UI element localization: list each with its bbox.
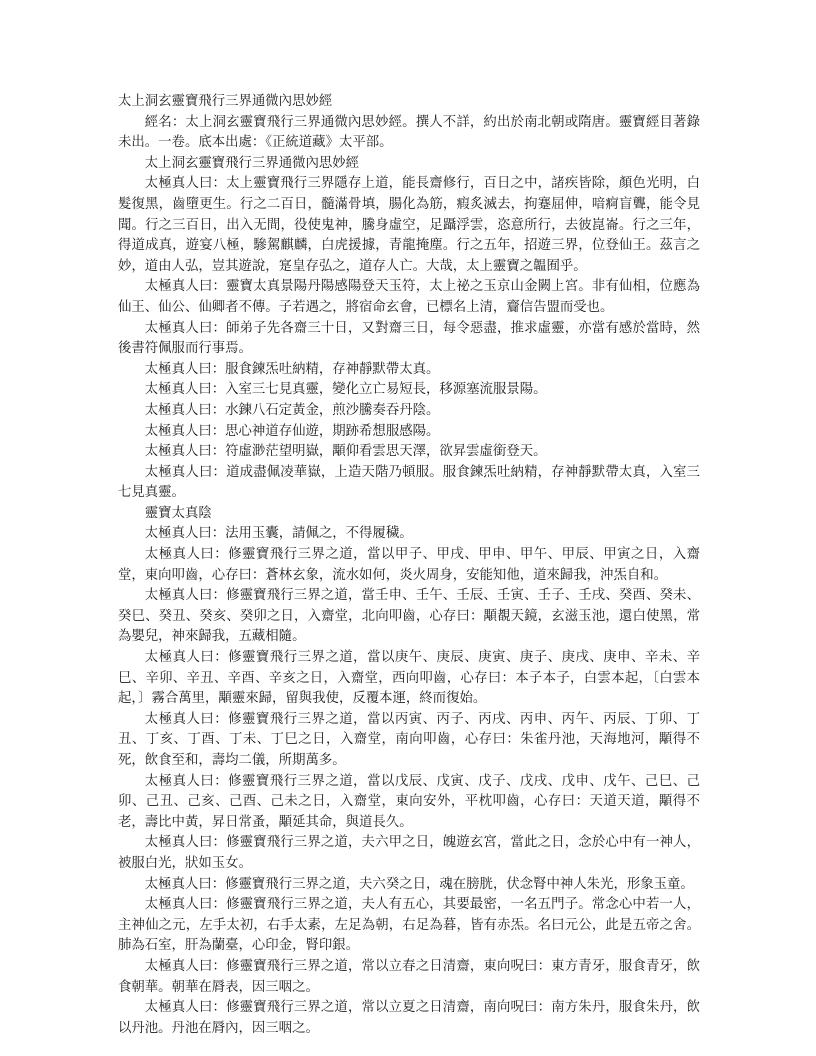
paragraph-17: 太極真人曰：修靈寶飛行三界之道，夫六癸之日，魂在膀胱，伏念腎中神人朱光，形象玉童。 — [144, 876, 694, 892]
paragraph-6: 太極真人曰：水鍊八石定黃金，煎沙騰奏吞丹陰。 — [144, 402, 440, 418]
paragraph-1: 太極真人曰：太上靈寶飛行三界隱存上道，能長齋修行，百日之中，諸疾皆除，顏色光明，白髮復黑，齒墮更生。行之二百日，髓滿骨填，腸化為筋，瘕炙滅去，拘蹇屈伸，喑痾盲聾，能令見聞。行之三百日，出入无間，役使鬼神，騰身虛空，足躡浮雲，恣意所行，去彼崑崙。行之三年，得道成真，遊宴八極，驂駕麒麟，白虎援據，青龍掩塵。行之五年，招遊三界，位登仙王。茲言之妙，道由人弘，豈其遊說，寔皇存弘之，道存人亡。大哉，太上靈寶之韞囿乎。 — [118, 176, 700, 274]
paragraph-11: 太極真人曰：修靈寶飛行三界之道，當以甲子、甲戌、甲申、甲午、甲辰、甲寅之日，入齋堂，東向叩齒，心存曰：蒼林玄象，流水如何，炎火周身，安能知他，道來歸我，沖炁自和。 — [118, 547, 700, 583]
section-heading-lingbao-taizhen-yin: 靈寶太真陰 — [144, 505, 212, 521]
paragraph-12: 太極真人曰：修靈寶飛行三界之道，當壬申、壬午、壬辰、壬寅、壬子、壬戌、癸酉、癸未、癸巳、癸丑、癸亥、癸卯之日，入齋堂，北向叩齒，心存曰：顒覩天鏡，玄滋玉池，還白使黑，常為嬰兒，神來歸我，五藏相隨。 — [118, 588, 700, 645]
paragraph-19: 太極真人曰：修靈寶飛行三界之道，常以立春之日清齋，東向呪曰：東方青牙，服食青牙，飲食朝華。朝華在脣表，因三咽之。 — [118, 958, 700, 995]
document-title: 太上洞玄靈寶飛行三界通微內思妙經 — [118, 94, 333, 109]
paragraph-9: 太極真人曰：道成盡佩凌華嶽，上造天階乃頓服。服食鍊炁吐納精，存神靜默帶太真，入室三七見真靈。 — [118, 464, 700, 501]
paragraph-8: 太極真人曰：符虛渺茫望明嶽，顒仰看雲思天澤，欲昇雲虛銜登天。 — [144, 444, 547, 460]
paragraph-4: 太極真人曰：服食鍊炁吐納精，存神靜默帶太真。 — [144, 361, 440, 377]
bibliographic-note: 經名：太上洞玄靈寶飛行三界通微內思妙經。撰人不詳，約出於南北朝或隋唐。靈寶經目著錄未出。一卷。底本出處：《正統道藏》太平部。 — [118, 114, 700, 151]
paragraph-5: 太極真人曰：入室三七見真靈，變化立亡易短長，移源塞流服景陽。 — [144, 382, 547, 398]
paragraph-13: 太極真人曰：修靈寶飛行三界之道，當以庚午、庚辰、庚寅、庚子、庚戌、庚申、辛未、辛巳、辛卯、辛丑、辛酉、辛亥之日，入齋堂，西向叩齒，心存曰：本子本子，白雲本起，〔白雲本起，〕霧合萬里，顒靈來歸，留與我使，反覆本運，終而復始。 — [118, 650, 700, 707]
paragraph-16: 太極真人曰：修靈寶飛行三界之道，夫六甲之日，魄遊玄宮，當此之日，念於心中有一神人，被服白光，狀如玉女。 — [118, 835, 700, 871]
paragraph-14: 太極真人曰：修靈寶飛行三界之道，當以丙寅、丙子、丙戌、丙申、丙午、丙辰、丁卯、丁丑、丁亥、丁酉、丁未、丁巳之日，入齋堂，南向叩齒，心存曰：朱雀丹池，天海地河，顒得不死，飲食至和，壽均二儀，所期萬多。 — [118, 711, 700, 768]
paragraph-10: 太極真人曰：法用玉囊，請佩之，不得履穢。 — [144, 526, 413, 542]
paragraph-18: 太極真人曰：修靈寶飛行三界之道，夫人有五心，其要最密，一名五門子。常念心中若一人，主神仙之元，左手太初，右手太素，左足為朝，右足為暮，皆有赤炁。名曰元公，此是五帝之舍。肺為石室，肝為蘭臺，心印金，腎印銀。 — [118, 897, 700, 954]
paragraph-20: 太極真人曰：修靈寶飛行三界之道，常以立夏之日清齋，南向呪曰：南方朱丹，服食朱丹，飲以丹池。丹池在脣內，因三咽之。 — [118, 1000, 700, 1036]
paragraph-2: 太極真人曰：靈寶太真景陽丹陽感陽登天玉符，太上祕之玉京山金闕上宮。非有仙相，位應為仙王、仙公、仙卿者不傳。子若遇之，將宿命玄會，已標名上清，齎信告盟而受也。 — [118, 279, 700, 315]
paragraph-7: 太極真人曰：思心神道存仙遊，期跡希想服感陽。 — [144, 423, 440, 439]
sutra-heading: 太上洞玄靈寶飛行三界通微內思妙經 — [144, 155, 360, 171]
paragraph-3: 太極真人曰：師弟子先各齋三十日，又對齋三日，每令惡盡，推求虛靈，亦當有感於當時，然後書符佩服而行事焉。 — [118, 320, 700, 357]
paragraph-15: 太極真人曰：修靈寶飛行三界之道，當以戊辰、戊寅、戊子、戊戌、戊申、戊午、己巳、己卯、己丑、己亥、己酉、己未之日，入齋堂，東向安外，平枕叩齒，心存曰：天道天道，顒得不老，壽比中黃，昇日常蚤，顒延其命，與道長久。 — [118, 773, 700, 830]
document-body — [118, 92, 700, 1039]
